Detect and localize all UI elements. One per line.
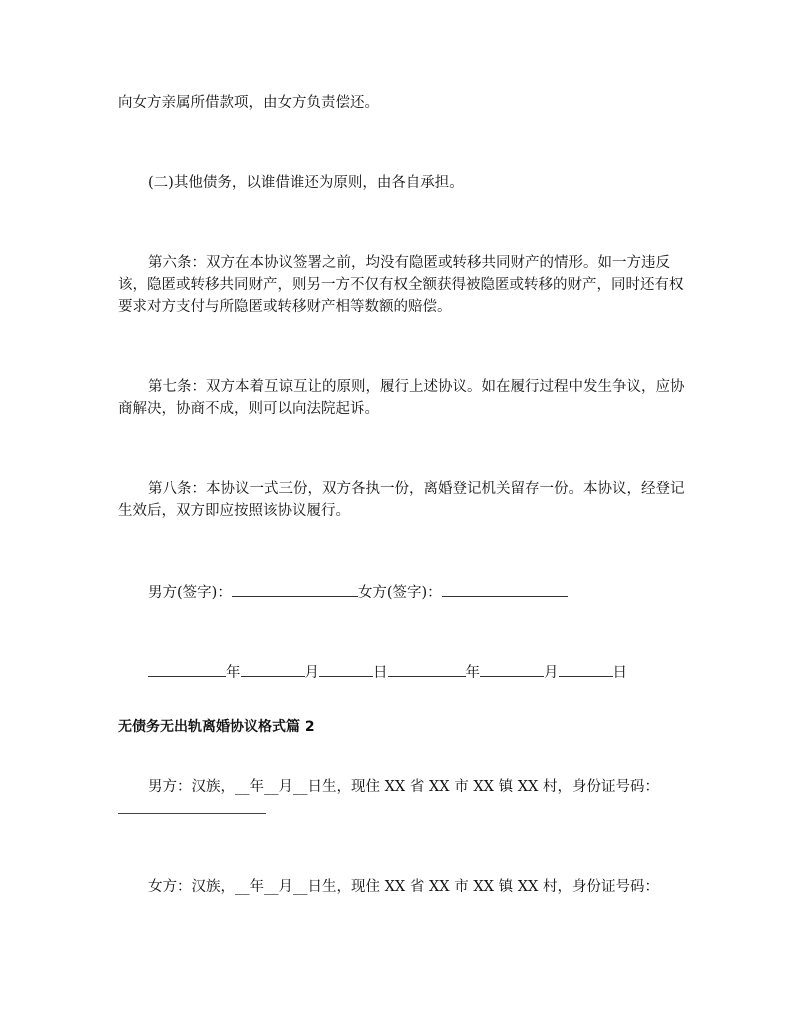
year-label-1: 年 bbox=[226, 665, 241, 681]
year-label-2: 年 bbox=[465, 665, 480, 681]
male-id-number-field[interactable] bbox=[118, 812, 266, 814]
male-signature-field[interactable] bbox=[232, 580, 358, 597]
year-field-2[interactable] bbox=[388, 660, 466, 677]
paragraph-article-6: 第六条：双方在本协议签署之前，均没有隐匿或转移共同财产的情形。如一方违反该，隐匿或转移共同财产，则另一方不仅有权全额获得被隐匿或转移的财产，同时还有权要求对方支付与所隐匿或转移财产相等数额的赔偿。 bbox=[118, 255, 684, 315]
paragraph-other-debts: (二)其他债务，以谁借谁还为原则，由各自承担。 bbox=[148, 175, 464, 191]
day-label-1: 日 bbox=[373, 665, 388, 681]
female-signature-label: 女方(签字)： bbox=[357, 585, 442, 601]
day-field-1[interactable] bbox=[319, 660, 373, 677]
month-label-1: 月 bbox=[304, 665, 319, 681]
female-signature-field[interactable] bbox=[442, 580, 568, 597]
date-line bbox=[148, 660, 627, 684]
paragraph-article-8: 第八条：本协议一式三份，双方各执一份，离婚登记机关留存一份。本协议，经登记生效后，双方即应按照该协议履行。 bbox=[118, 481, 685, 519]
signature-line bbox=[148, 580, 568, 604]
paragraph-debt-female: 向女方亲属所借款项，由女方负责偿还。 bbox=[118, 95, 379, 111]
male-signature-label: 男方(签字)： bbox=[148, 585, 232, 601]
month-field-1[interactable] bbox=[241, 660, 305, 677]
paragraph-article-7: 第七条：双方本着互谅互让的原则，履行上述协议。如在履行过程中发生争议，应协商解决，协商不成，则可以向法院起诉。 bbox=[118, 379, 685, 417]
paragraph-male-info: 男方：汉族，__年__月__日生，现住 XX 省 XX 市 XX 镇 XX 村，身份证号码： bbox=[148, 779, 659, 795]
month-field-2[interactable] bbox=[480, 660, 544, 677]
day-label-2: 日 bbox=[612, 665, 627, 681]
year-field-1[interactable] bbox=[148, 660, 226, 677]
day-field-2[interactable] bbox=[559, 660, 613, 677]
month-label-2: 月 bbox=[544, 665, 559, 681]
paragraph-female-info: 女方：汉族，__年__月__日生，现住 XX 省 XX 市 XX 镇 XX 村，身份证号码： bbox=[148, 879, 659, 895]
section-title: 无债务无出轨离婚协议格式篇 2 bbox=[118, 719, 315, 735]
